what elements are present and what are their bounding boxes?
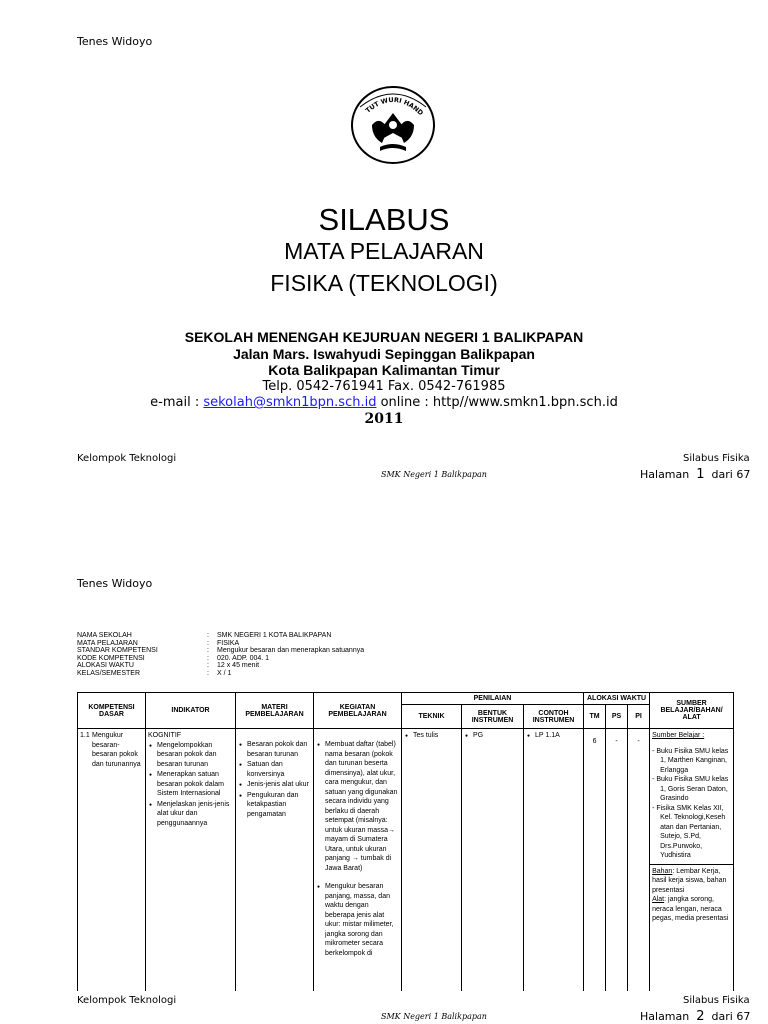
page1-footer-center: SMK Negeri 1 Balikpapan bbox=[381, 470, 487, 479]
header-teknik: TEKNIK bbox=[402, 705, 462, 729]
page1-footer-right: Silabus Fisika bbox=[683, 453, 750, 464]
header-sumber: SUMBER BELAJAR/BAHAN/ ALAT bbox=[650, 693, 734, 729]
page1-author: Tenes Widoyo bbox=[77, 35, 153, 48]
alat-text: : jangka sorong, neraca lengan, neraca pegas, media presentasi bbox=[652, 896, 729, 922]
header-kegiatan: KEGIATAN PEMBELAJARAN bbox=[314, 693, 402, 729]
sumber-head: Sumber Belajar : bbox=[652, 732, 705, 739]
info-label: KELAS/SEMESTER bbox=[77, 669, 141, 677]
page-num: 1 bbox=[696, 467, 705, 482]
doc-subtitle-2: FISIKA (TEKNOLOGI) bbox=[270, 270, 498, 296]
kd-number: 1.1 bbox=[80, 732, 90, 739]
info-label: KODE KOMPETENSI bbox=[77, 654, 145, 662]
school-address-2: Kota Balikpapan Kalimantan Timur bbox=[268, 362, 500, 378]
header-pi: PI bbox=[628, 705, 650, 729]
info-value: FISIKA bbox=[217, 639, 240, 647]
bahan-text: : Lembar Kerja, hasil kerja siswa, bahan presentasi bbox=[652, 867, 727, 894]
doc-subtitle-1: MATA PELAJARAN bbox=[284, 238, 484, 264]
page2-footer-right: Silabus Fisika bbox=[683, 995, 750, 1006]
cell-bentuk bbox=[462, 729, 524, 991]
school-contact bbox=[0, 395, 768, 410]
list-item: ● Jenis-jenis alat ukur bbox=[247, 780, 311, 790]
header-materi: MATERI PEMBELAJARAN bbox=[236, 693, 314, 729]
logo-text: TUT WURI HAND bbox=[364, 95, 425, 118]
page2-footer-center: SMK Negeri 1 Balikpapan bbox=[381, 1012, 487, 1021]
doc-year: 2011 bbox=[364, 411, 404, 427]
info-label: NAMA SEKOLAH bbox=[77, 632, 132, 639]
tut-wuri-handayani-logo bbox=[350, 85, 436, 165]
cell-tm: 6 bbox=[584, 729, 606, 991]
info-value: 12 x 45 menit bbox=[217, 662, 260, 669]
school-phone: Telp. 0542-761941 Fax. 0542-761985 bbox=[262, 379, 506, 394]
doc-title: SILABUS bbox=[318, 202, 450, 237]
list-item: ● Menjelaskan jenis-jenis alat ukur dan penggunaannya bbox=[157, 800, 233, 829]
table-row bbox=[78, 729, 734, 991]
info-value: Mengukur besaran dan menerapkan satuannya bbox=[217, 647, 365, 654]
list-item: ● Besaran pokok dan besaran turunan bbox=[247, 740, 311, 759]
email-label: e-mail : bbox=[150, 395, 204, 410]
page-label: Halaman bbox=[640, 1010, 690, 1023]
list-item: ● Satuan dan konversinya bbox=[247, 760, 311, 779]
syllabus-table bbox=[77, 692, 734, 991]
page1-page-number bbox=[640, 467, 750, 482]
list-item: - Buku Fisika SMU kelas 1, Goris Seran Daton, Grasindo bbox=[652, 776, 729, 802]
page1-footer-left: Kelompok Teknologi bbox=[77, 453, 177, 464]
header-indikator: INDIKATOR bbox=[146, 693, 236, 729]
cell-sumber bbox=[650, 729, 734, 991]
page-of: dari 67 bbox=[711, 468, 751, 481]
info-label: ALOKASI WAKTU bbox=[77, 662, 134, 669]
header-contoh: CONTOH INSTRUMEN bbox=[524, 705, 584, 729]
cell-kompetensi bbox=[78, 729, 146, 991]
cell-contoh bbox=[524, 729, 584, 991]
page2-author: Tenes Widoyo bbox=[77, 577, 153, 590]
cell-teknik bbox=[402, 729, 462, 991]
cell-pi: - bbox=[628, 729, 650, 991]
page-label: Halaman bbox=[640, 468, 690, 481]
header-penilaian: PENILAIAN bbox=[402, 693, 584, 705]
list-item: ● Tes tulis bbox=[413, 731, 459, 741]
cell-ps: - bbox=[606, 729, 628, 991]
indikator-head: KOGNITIF bbox=[148, 732, 182, 739]
info-value: 020. ADP. 004. 1 bbox=[217, 654, 270, 662]
page-num: 2 bbox=[696, 1009, 705, 1024]
page2-page-number bbox=[640, 1009, 750, 1024]
page2-footer-left: Kelompok Teknologi bbox=[77, 995, 177, 1006]
bahan-label: Bahan bbox=[652, 867, 673, 875]
list-item: ● Mengukur besaran panjang, massa, dan waktu dengan beberapa jenis alat ukur: mistar milimeter, jangka sorong dan mikrometer secara berkelompok di bbox=[325, 882, 399, 958]
list-item: ● PG bbox=[473, 731, 521, 741]
school-address-1: Jalan Mars. Iswahyudi Sepinggan Balikpapan bbox=[233, 346, 535, 362]
syllabus-info: NAMA SEKOLAH : SMK NEGERI 1 KOTA BALIKPAPAN MATA PELAJARAN : FISIKA STANDAR KOMPETENSI : Mengukur besaran dan menerapkan satuannya KODE KOMPETENSI : 020. ADP. 004. 1 ALOKASI WAKTU : 12 x 45 menit KELAS/SEMESTER : X / 1 bbox=[77, 632, 365, 677]
list-item: - Buku Fisika SMU kelas 1, Marthen Kanginan, Erlangga bbox=[652, 747, 729, 774]
info-label: MATA PELAJARAN bbox=[77, 639, 138, 647]
kd-text: Mengukur besaran-besaran pokok dan turunannya bbox=[92, 732, 141, 768]
list-item: ● Menerapkan satuan besaran pokok dalam Sistem Internasional bbox=[157, 770, 233, 799]
alat-label: Alat bbox=[652, 896, 665, 903]
bahan-alat bbox=[650, 864, 733, 924]
header-tm: TM bbox=[584, 705, 606, 729]
online-url: online : http//www.smkn1.bpn.sch.id bbox=[376, 395, 618, 410]
cell-kegiatan bbox=[314, 729, 402, 991]
header-ps: PS bbox=[606, 705, 628, 729]
list-item: ● Pengukuran dan ketakpastian pengamatan bbox=[247, 791, 311, 820]
header-bentuk: BENTUK INSTRUMEN bbox=[462, 705, 524, 729]
header-kompetensi: KOMPETENSI DASAR bbox=[78, 693, 146, 729]
email-link[interactable]: sekolah@smkn1bpn.sch.id bbox=[203, 395, 377, 410]
cell-materi bbox=[236, 729, 314, 991]
cell-indikator bbox=[146, 729, 236, 991]
info-value: SMK NEGERI 1 KOTA BALIKPAPAN bbox=[217, 632, 332, 639]
info-value: X / 1 bbox=[217, 669, 232, 677]
list-item: ● Mengelompokkan besaran pokok dan besaran turunan bbox=[157, 741, 233, 770]
list-item: ● LP 1.1A bbox=[535, 731, 581, 741]
list-item: ● Membuat daftar (tabel) nama besaran (pokok dan turunan beserta dimensinya), alat ukur, cara mengukur, dan satuan yang digunakan secara individu yang berlaku di daerah setempat (misalnya: untuk ukuran massa→ mayam di Sumatera Utara, untuk ukuran panjang → tumbak di Jawa Barat) bbox=[325, 740, 399, 873]
list-item: - Fisika SMK Kelas XII, Kel. Teknologi,Keseh atan dan Pertanian, Sutejo, S.Pd, Drs.Purwoko, Yudhistira bbox=[652, 804, 726, 859]
school-name: SEKOLAH MENENGAH KEJURUAN NEGERI 1 BALIKPAPAN bbox=[184, 329, 584, 345]
page-of: dari 67 bbox=[711, 1010, 751, 1023]
header-alokasi: ALOKASI WAKTU bbox=[584, 693, 650, 705]
info-label: STANDAR KOMPETENSI bbox=[77, 647, 158, 654]
